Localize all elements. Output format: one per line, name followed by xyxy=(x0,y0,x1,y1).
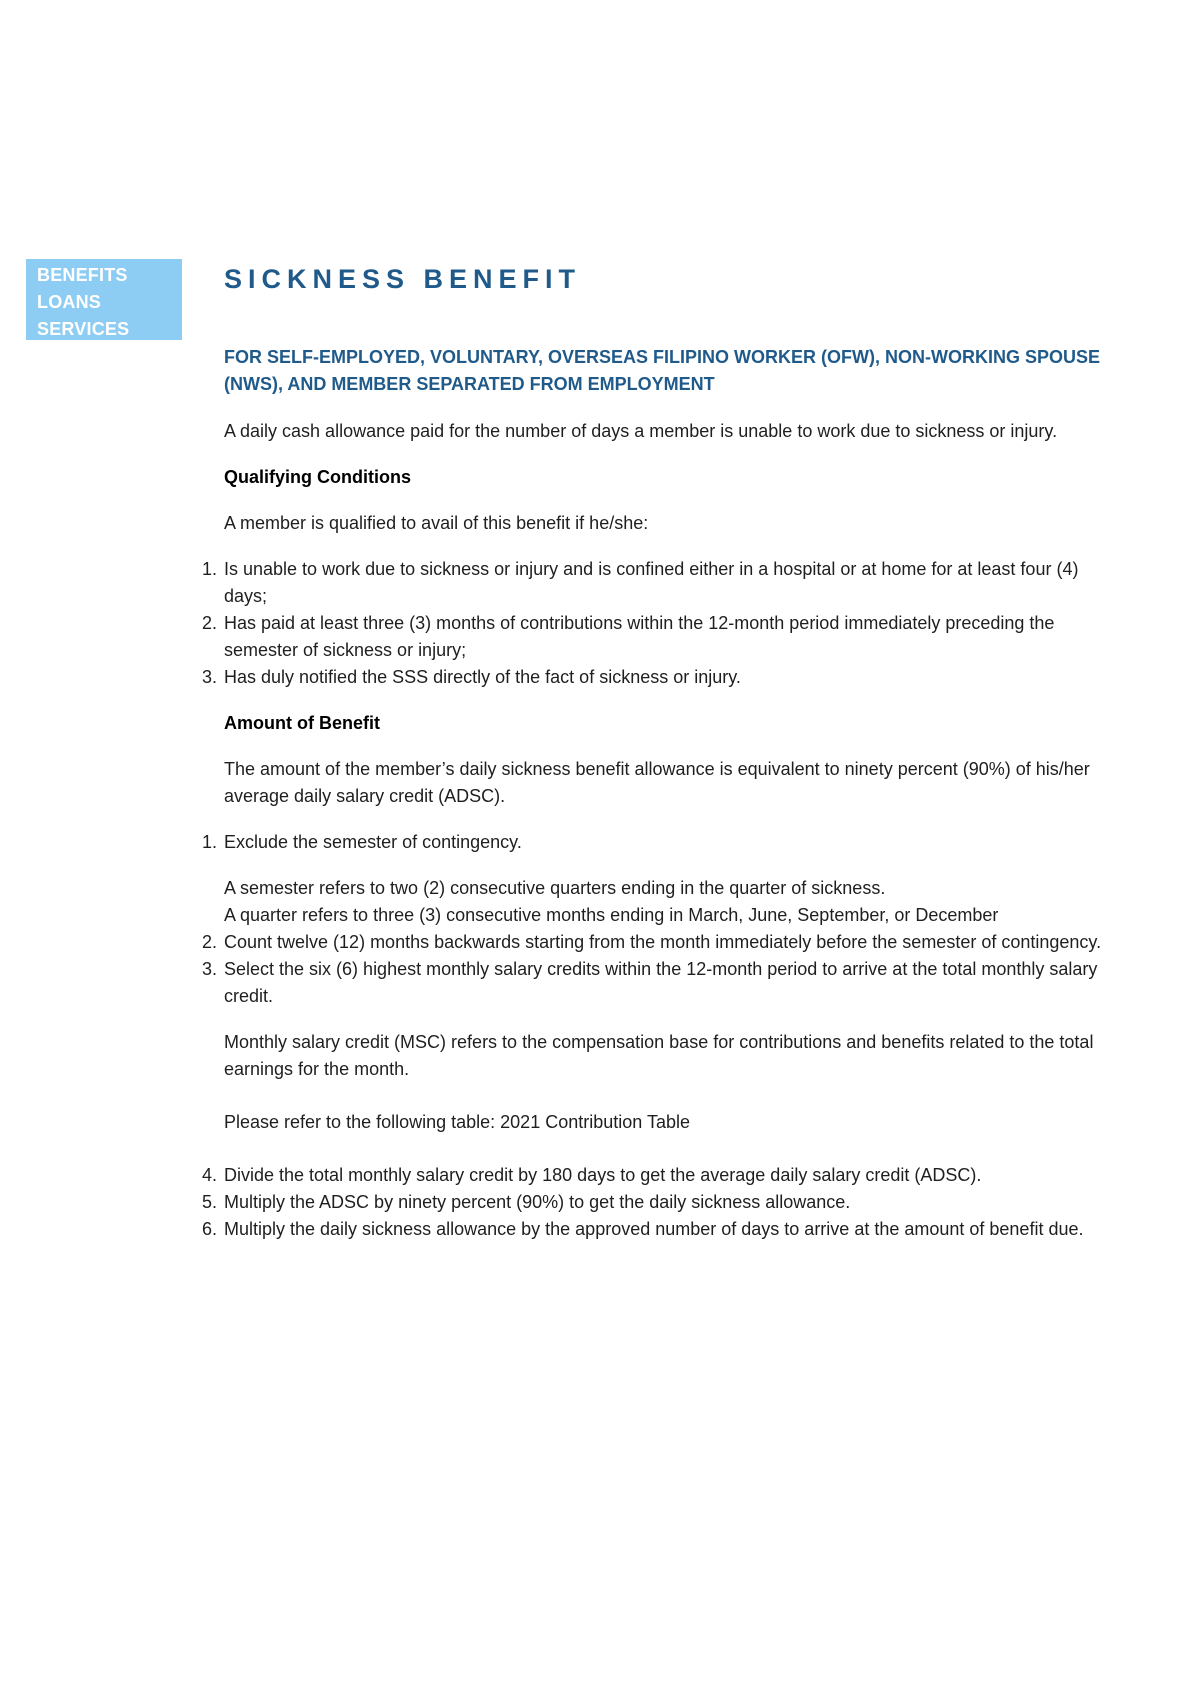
list-text: Exclude the semester of contingency. xyxy=(224,832,522,852)
semester-note: A semester refers to two (2) consecutive quarters ending in the quarter of sickness. xyxy=(224,878,886,898)
list-text: Select the six (6) highest monthly salary credits within the 12-month period to arrive at the total monthly salary credit. xyxy=(224,959,1098,1006)
page-title: SICKNESS BENEFIT xyxy=(224,264,582,294)
sidebar-item-services[interactable]: SERVICES xyxy=(37,319,130,339)
sidebar-item-benefits[interactable]: BENEFITS xyxy=(37,265,128,285)
list-number: 1. xyxy=(202,832,218,852)
list-text: Multiply the daily sickness allowance by the approved number of days to arrive at the amount of benefit due. xyxy=(224,1219,1084,1239)
amount-heading: Amount of Benefit xyxy=(224,713,380,733)
list-number: 1. xyxy=(202,559,218,579)
list-number: 3. xyxy=(202,959,218,979)
amount-steps-list xyxy=(202,829,1124,1136)
list-item xyxy=(202,610,1124,664)
list-text: Has duly notified the SSS directly of the fact of sickness or injury. xyxy=(224,667,741,687)
list-number: 3. xyxy=(202,667,218,687)
list-item xyxy=(202,1189,1124,1216)
list-number: 4. xyxy=(202,1165,218,1185)
list-number: 5. xyxy=(202,1192,218,1212)
amount-steps-list-continued xyxy=(202,1162,1124,1243)
sidebar-nav xyxy=(26,259,182,340)
list-item xyxy=(202,956,1124,1136)
qualifying-lead: A member is qualified to avail of this benefit if he/she: xyxy=(224,513,649,533)
list-item xyxy=(202,664,1124,691)
page-subtitle: FOR SELF-EMPLOYED, VOLUNTARY, OVERSEAS FILIPINO WORKER (OFW), NON-WORKING SPOUSE (NWS), AND MEMBER SEPARATED FROM EMPLOYMENT xyxy=(224,347,1101,394)
list-number: 2. xyxy=(202,613,218,633)
amount-lead: The amount of the member’s daily sickness benefit allowance is equivalent to ninety percent (90%) of his/her average daily salary credit (ADSC). xyxy=(224,759,1090,806)
list-number: 6. xyxy=(202,1219,218,1239)
qualifying-heading: Qualifying Conditions xyxy=(224,467,411,487)
contribution-table-reference: Please refer to the following table: 2021 Contribution Table xyxy=(224,1112,690,1132)
main-content xyxy=(202,258,1124,1243)
sidebar-item-loans[interactable]: LOANS xyxy=(37,292,101,312)
list-item xyxy=(202,1162,1124,1189)
qualifying-list xyxy=(202,556,1124,691)
list-text: Count twelve (12) months backwards starting from the month immediately before the semester of contingency. xyxy=(224,932,1102,952)
list-text: Divide the total monthly salary credit by 180 days to get the average daily salary credit (ADSC). xyxy=(224,1165,982,1185)
list-item xyxy=(202,929,1124,956)
list-number: 2. xyxy=(202,932,218,952)
list-item xyxy=(202,1216,1124,1243)
list-item xyxy=(202,829,1124,929)
msc-note: Monthly salary credit (MSC) refers to the compensation base for contributions and benefits related to the total earnings for the month. xyxy=(224,1032,1094,1079)
list-text: Has paid at least three (3) months of contributions within the 12-month period immediately preceding the semester of sickness or injury; xyxy=(224,613,1055,660)
list-text: Multiply the ADSC by ninety percent (90%) to get the daily sickness allowance. xyxy=(224,1192,851,1212)
intro-text: A daily cash allowance paid for the number of days a member is unable to work due to sickness or injury. xyxy=(224,421,1058,441)
list-item xyxy=(202,556,1124,610)
list-text: Is unable to work due to sickness or injury and is confined either in a hospital or at home for at least four (4) days; xyxy=(224,559,1079,606)
quarter-note: A quarter refers to three (3) consecutive months ending in March, June, September, or December xyxy=(224,905,999,925)
